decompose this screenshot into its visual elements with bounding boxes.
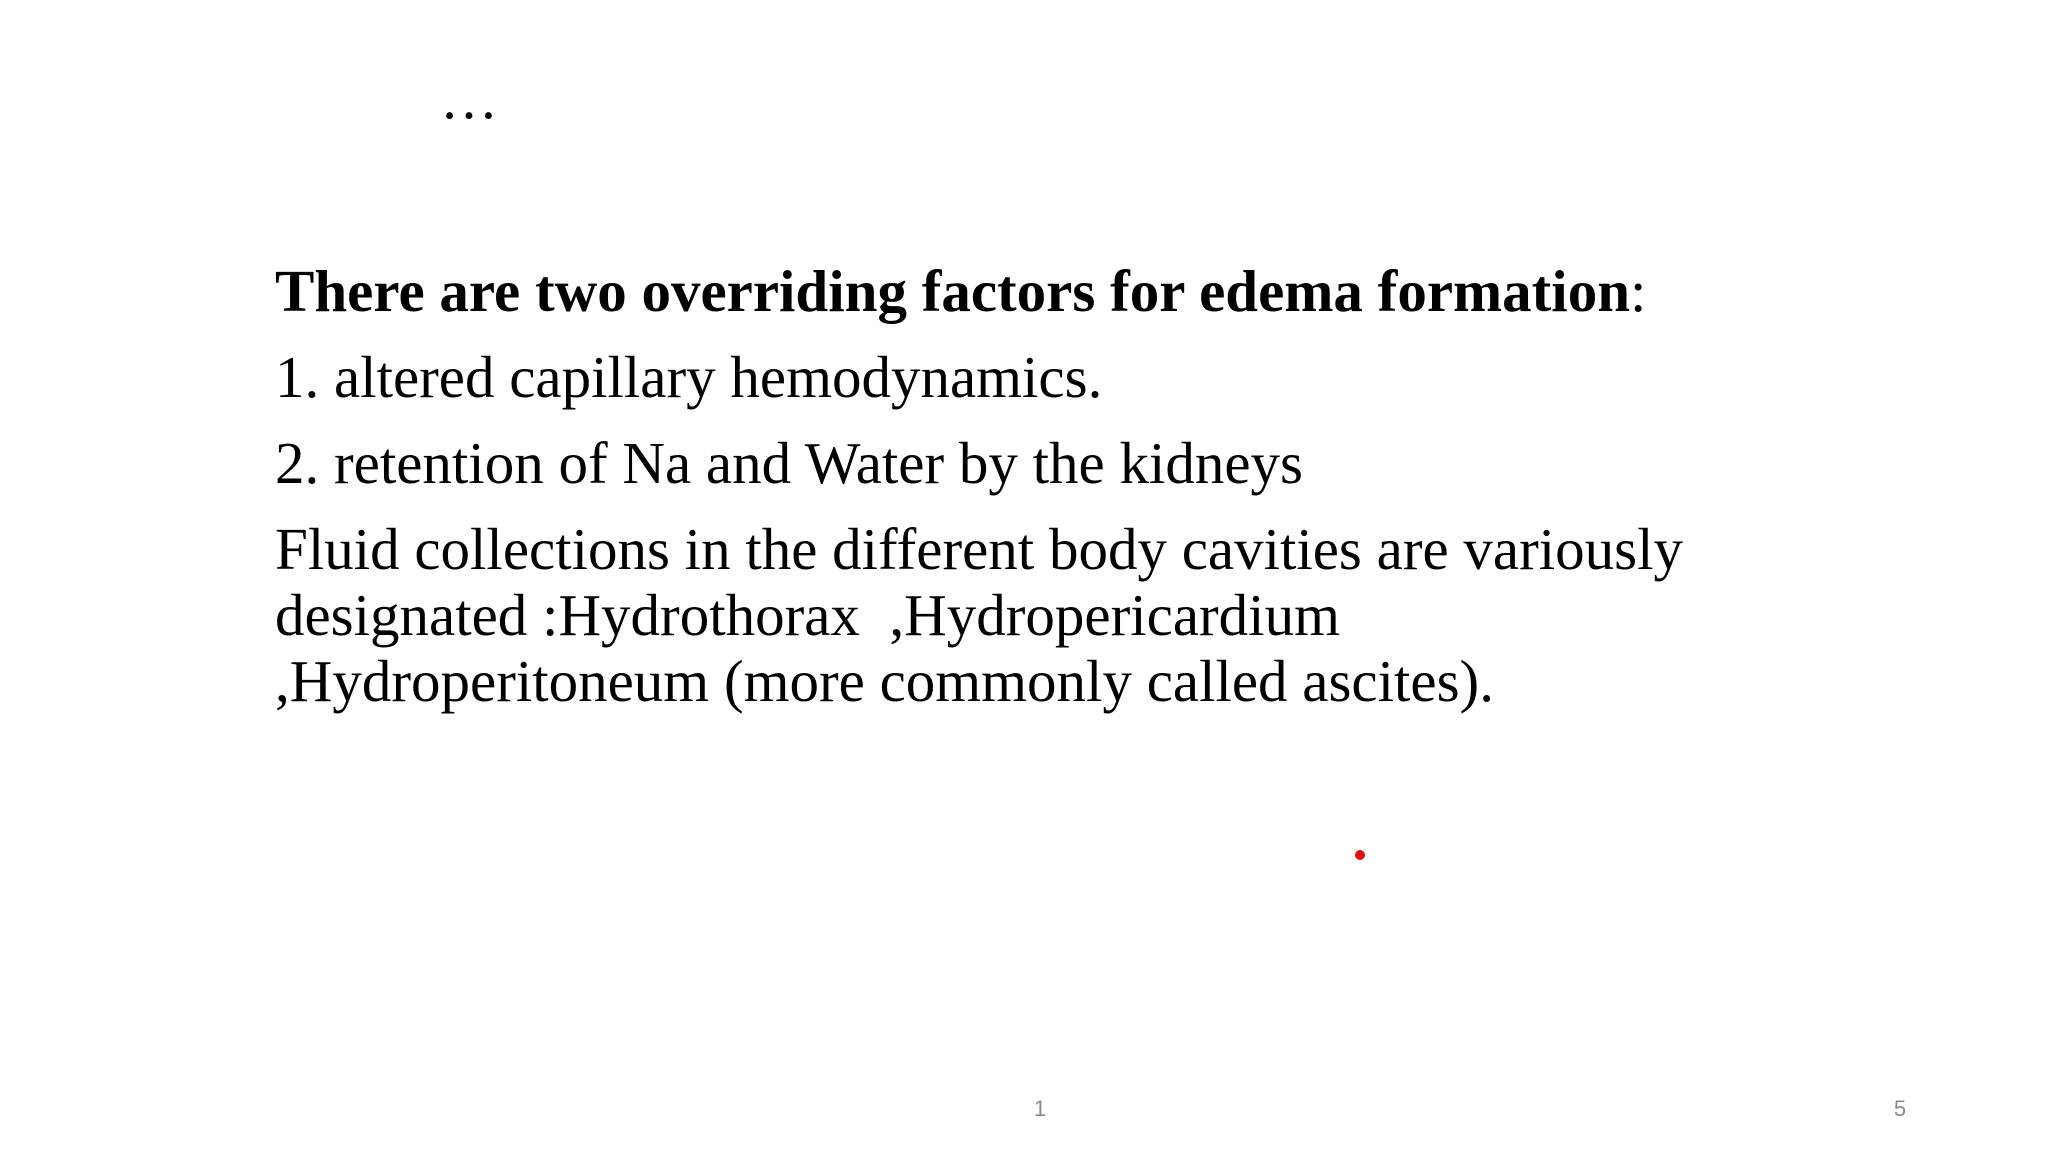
- list-item-2: 2. retention of Na and Water by the kidneys: [275, 430, 1304, 496]
- paragraph-line-3: ,Hydroperitoneum (more commonly called ascites).: [275, 648, 1494, 714]
- slide-body: [275, 258, 1835, 714]
- list-item-1: 1. altered capillary hemodynamics.: [275, 344, 1103, 410]
- paragraph-line-1: Fluid collections in the different body cavities are variously: [275, 516, 1683, 582]
- laser-pointer-dot: [1355, 850, 1365, 860]
- body-heading: [275, 258, 1835, 324]
- heading-suffix: :: [1630, 258, 1647, 324]
- footer-number: 1: [1033, 1096, 1047, 1121]
- slide-title: …: [440, 66, 498, 131]
- slide-page-number: 5: [1893, 1096, 1907, 1121]
- heading-bold-text: There are two overriding factors for edema formation: [275, 258, 1631, 324]
- paragraph-line-2: designated :Hydrothorax ,Hydropericardium: [275, 582, 1340, 648]
